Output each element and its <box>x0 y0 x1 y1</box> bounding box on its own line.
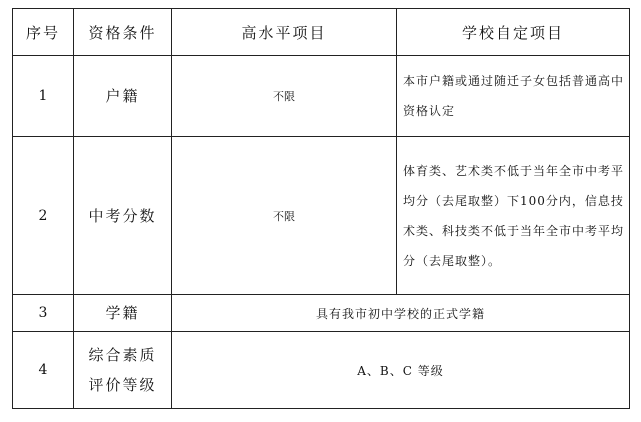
row-school-defined: 本市户籍或通过随迁子女包括普通高中资格认定 <box>397 56 630 137</box>
eligibility-table <box>12 8 630 409</box>
row-merged-requirement: A、B、C 等级 <box>172 332 630 409</box>
table-row <box>13 56 630 137</box>
table-row <box>13 332 630 409</box>
row-high-level: 不限 <box>172 137 397 295</box>
row-index: 2 <box>13 137 74 295</box>
table-row <box>13 137 630 295</box>
row-condition: 户籍 <box>74 56 172 137</box>
header-index: 序号 <box>13 9 74 56</box>
header-school-defined: 学校自定项目 <box>397 9 630 56</box>
header-condition: 资格条件 <box>74 9 172 56</box>
row-merged-requirement: 具有我市初中学校的正式学籍 <box>172 295 630 332</box>
row-high-level: 不限 <box>172 56 397 137</box>
table-row <box>13 295 630 332</box>
header-high-level: 高水平项目 <box>172 9 397 56</box>
row-condition: 中考分数 <box>74 137 172 295</box>
row-index: 1 <box>13 56 74 137</box>
row-index: 3 <box>13 295 74 332</box>
header-row <box>13 9 630 56</box>
row-index: 4 <box>13 332 74 409</box>
row-condition: 综合素质评价等级 <box>74 332 172 409</box>
row-school-defined: 体育类、艺术类不低于当年全市中考平均分（去尾取整）下100分内，信息技术类、科技类不低于当年全市中考平均分（去尾取整）。 <box>397 137 630 295</box>
row-condition: 学籍 <box>74 295 172 332</box>
